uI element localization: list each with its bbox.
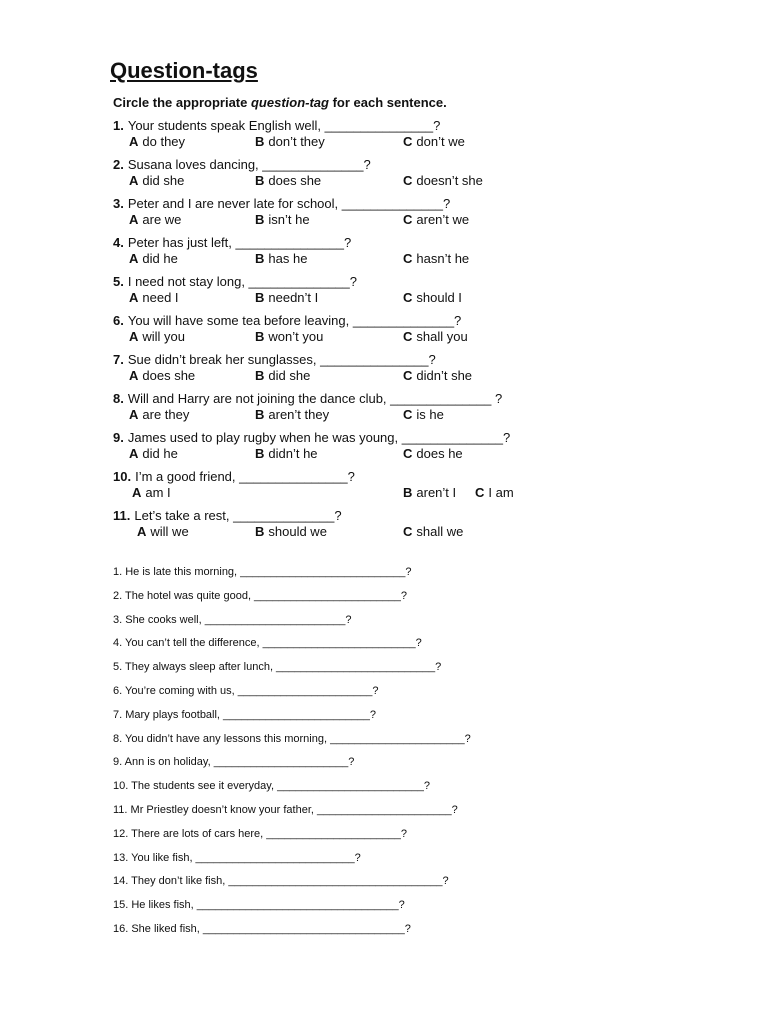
question-number: 2.: [113, 157, 124, 172]
page-title: Question-tags: [110, 58, 258, 83]
option-a[interactable]: [129, 173, 184, 188]
option-b[interactable]: [255, 407, 329, 422]
fill-in-item: 1. He is late this morning, ___________________________?: [113, 566, 412, 578]
mc-question: [113, 430, 510, 445]
option-letter: A: [132, 485, 142, 500]
option-letter: B: [255, 407, 265, 422]
fill-in-item: 10. The students see it everyday, ________________________?: [113, 780, 431, 793]
fill-in-item: 14. They don’t like fish, ___________________________________?: [113, 875, 449, 888]
instructions-pre: Circle the appropriate: [113, 95, 251, 110]
option-letter: A: [129, 173, 139, 188]
option-letter: B: [255, 173, 265, 188]
option-c[interactable]: [403, 329, 468, 344]
option-b[interactable]: [255, 329, 323, 344]
question-text: James used to play rugby when he was young, ______________?: [127, 430, 511, 445]
option-letter: B: [255, 368, 265, 383]
fill-in-item: 13. You like fish, __________________________?: [113, 851, 361, 864]
fill-in-item: 11. Mr Priestley doesn’t know your father, ______________________?: [113, 804, 458, 816]
question-number: 1.: [113, 118, 124, 133]
option-letter: A: [129, 251, 139, 266]
question-text: You will have some tea before leaving, ______________?: [127, 313, 462, 328]
option-c[interactable]: [403, 368, 472, 383]
question-text: Let’s take a rest, ______________?: [134, 508, 342, 523]
option-a[interactable]: [132, 485, 171, 500]
option-letter: B: [255, 212, 265, 227]
option-text: needn’t I: [268, 290, 319, 305]
option-a[interactable]: [129, 329, 185, 344]
instructions-post: for each sentence.: [328, 95, 447, 110]
option-text: won’t you: [268, 329, 324, 344]
fill-in-item: 2. The hotel was quite good, ________________________?: [113, 589, 408, 602]
mc-question: [113, 118, 440, 133]
option-text: did he: [142, 251, 178, 266]
option-c[interactable]: [403, 251, 469, 266]
option-letter: C: [403, 173, 413, 188]
option-text: didn’t she: [416, 368, 473, 383]
mc-question: [113, 235, 351, 250]
option-letter: C: [403, 212, 413, 227]
question-number: 10.: [113, 469, 132, 484]
question-number: 4.: [113, 235, 124, 250]
option-b[interactable]: [255, 524, 327, 539]
question-number: 11.: [113, 508, 131, 523]
question-text: Sue didn’t break her sunglasses, _______________?: [127, 352, 436, 367]
option-letter: B: [255, 290, 265, 305]
fill-in-item: 6. You’re coming with us, ______________________?: [113, 685, 379, 697]
option-letter: A: [129, 446, 139, 461]
option-c[interactable]: [403, 173, 483, 188]
option-letter: B: [403, 485, 413, 500]
question-number: 9.: [113, 430, 124, 445]
option-text: aren’t I: [416, 485, 457, 500]
option-letter: A: [129, 407, 139, 422]
mc-question: [113, 352, 436, 367]
mc-question: [113, 274, 357, 289]
option-text: aren’t they: [268, 407, 330, 422]
option-c[interactable]: [403, 290, 462, 305]
option-letter: C: [403, 329, 413, 344]
option-letter: A: [129, 368, 139, 383]
option-text: did he: [142, 446, 178, 461]
fill-in-item: 7. Mary plays football, ________________________?: [113, 708, 376, 721]
option-text: don’t we: [416, 134, 465, 149]
option-text: shall we: [416, 524, 464, 539]
question-number: 3.: [113, 196, 124, 211]
option-text: need I: [142, 290, 179, 305]
option-text: isn’t he: [268, 212, 310, 227]
option-text: should I: [416, 290, 462, 305]
question-number: 7.: [113, 352, 124, 367]
option-letter: C: [403, 368, 413, 383]
option-text: doesn’t she: [416, 173, 483, 188]
option-text: I am: [488, 485, 514, 500]
question-number: 6.: [113, 313, 124, 328]
option-text: will you: [142, 329, 186, 344]
question-text: Will and Harry are not joining the dance club, ______________ ?: [127, 391, 503, 406]
option-a[interactable]: [129, 407, 189, 422]
option-letter: C: [475, 485, 485, 500]
instructions: [113, 95, 447, 110]
option-text: are they: [142, 407, 190, 422]
option-text: hasn’t he: [416, 251, 470, 266]
option-letter: C: [403, 524, 413, 539]
option-text: should we: [268, 524, 327, 539]
option-text: aren’t we: [416, 212, 470, 227]
option-a[interactable]: [129, 368, 195, 383]
fill-in-item: 15. He likes fish, _________________________________?: [113, 899, 405, 912]
option-a[interactable]: [137, 524, 189, 539]
option-b[interactable]: [255, 134, 325, 149]
option-text: didn’t he: [268, 446, 318, 461]
question-text: Your students speak English well, _______________?: [127, 118, 441, 133]
mc-question: [113, 313, 461, 328]
option-c[interactable]: [403, 446, 463, 461]
option-letter: B: [255, 251, 265, 266]
option-letter: B: [255, 524, 265, 539]
mc-question: [113, 157, 371, 172]
fill-in-item: 16. She liked fish, _________________________________?: [113, 923, 411, 935]
option-text: don’t they: [268, 134, 325, 149]
option-letter: C: [403, 134, 413, 149]
option-a[interactable]: [129, 446, 178, 461]
option-b[interactable]: [255, 290, 318, 305]
mc-question: [113, 196, 450, 211]
option-text: am I: [145, 485, 171, 500]
fill-in-item: 3. She cooks well, _______________________?: [113, 613, 352, 626]
option-text: shall you: [416, 329, 468, 344]
option-text: did she: [268, 368, 311, 383]
option-b[interactable]: [255, 368, 310, 383]
option-letter: C: [403, 251, 413, 266]
question-text: Susana loves dancing, ______________?: [127, 157, 371, 172]
option-b[interactable]: [255, 212, 310, 227]
fill-in-item: 12. There are lots of cars here, ______________________?: [113, 827, 407, 840]
fill-in-item: 9. Ann is on holiday, ______________________?: [113, 756, 355, 769]
option-letter: A: [129, 134, 139, 149]
mc-question: [113, 469, 355, 484]
question-text: Peter and I are never late for school, ______________?: [127, 196, 451, 211]
option-text: does he: [416, 446, 463, 461]
option-c[interactable]: [403, 134, 465, 149]
option-b[interactable]: [255, 446, 318, 461]
mc-question: [113, 508, 342, 523]
option-letter: B: [255, 446, 265, 461]
question-text: I need not stay long, ______________?: [127, 274, 357, 289]
option-text: does she: [268, 173, 322, 188]
option-letter: A: [129, 290, 139, 305]
option-text: are we: [142, 212, 182, 227]
option-letter: B: [255, 134, 265, 149]
option-letter: C: [403, 407, 413, 422]
fill-in-item: 4. You can’t tell the difference, _________________________?: [113, 637, 422, 650]
option-a[interactable]: [129, 134, 185, 149]
question-number: 5.: [113, 274, 124, 289]
option-letter: A: [129, 329, 139, 344]
option-b[interactable]: [403, 485, 456, 500]
question-number: 8.: [113, 391, 124, 406]
option-letter: B: [255, 329, 265, 344]
option-b[interactable]: [255, 251, 307, 266]
option-c[interactable]: [403, 407, 444, 422]
mc-question: [113, 391, 502, 406]
option-text: is he: [416, 407, 444, 422]
option-a[interactable]: [129, 290, 179, 305]
option-c[interactable]: [403, 212, 469, 227]
fill-in-item: 8. You didn’t have any lessons this morning, ______________________?: [113, 732, 471, 745]
fill-in-item: 5. They always sleep after lunch, __________________________?: [113, 661, 442, 674]
option-text: does she: [142, 368, 196, 383]
question-text: I’m a good friend, _______________?: [135, 469, 355, 484]
instructions-italic: question-tag: [250, 95, 329, 110]
option-text: did she: [142, 173, 185, 188]
option-c[interactable]: [403, 524, 463, 539]
option-text: will we: [150, 524, 189, 539]
option-letter: A: [129, 212, 139, 227]
option-a[interactable]: [129, 251, 178, 266]
option-text: has he: [268, 251, 308, 266]
question-text: Peter has just left, _______________?: [127, 235, 352, 250]
option-letter: C: [403, 446, 413, 461]
option-text: do they: [142, 134, 186, 149]
option-letter: A: [137, 524, 147, 539]
option-letter: C: [403, 290, 413, 305]
option-b[interactable]: [255, 173, 321, 188]
option-a[interactable]: [129, 212, 181, 227]
option-c[interactable]: [475, 485, 514, 500]
